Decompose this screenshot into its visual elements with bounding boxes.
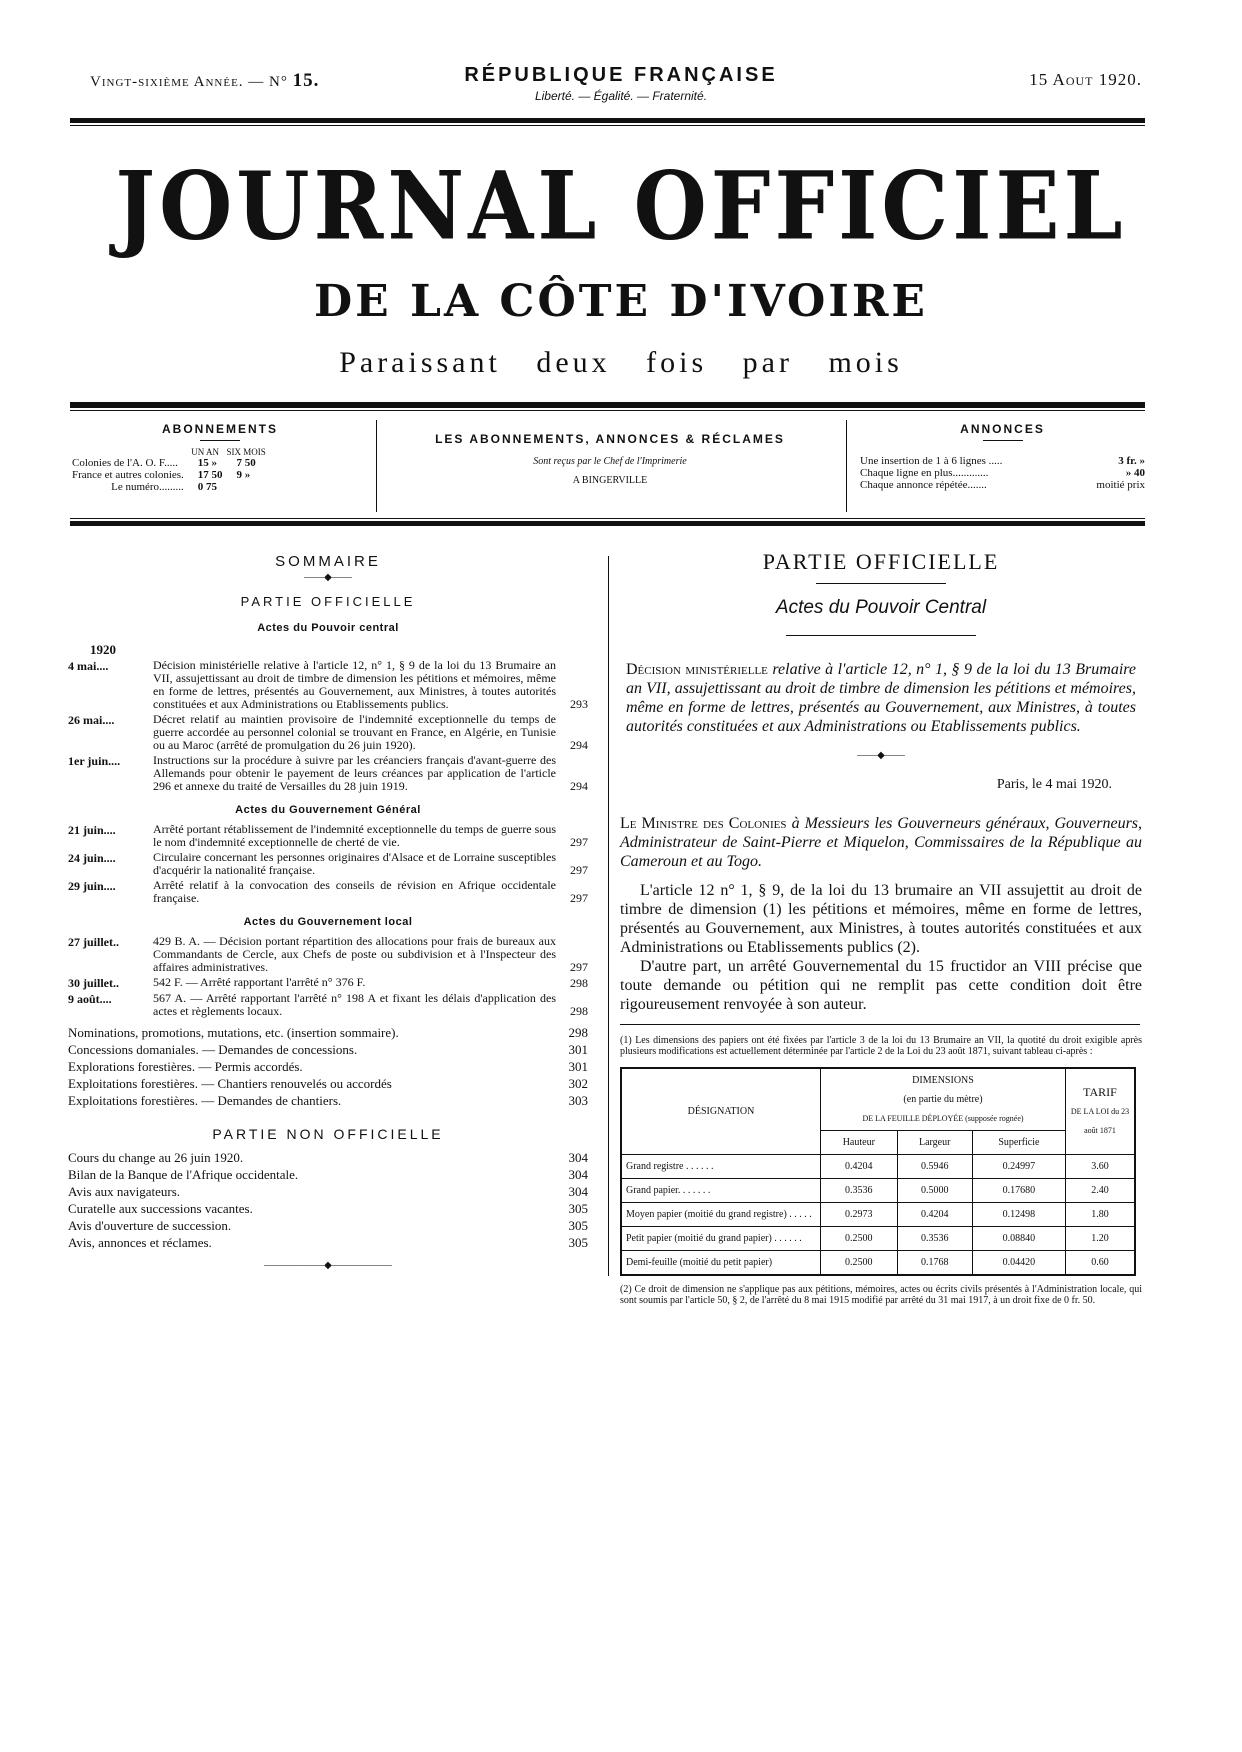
entry-date: 26 mai.... <box>68 713 115 727</box>
band-bottom-rule <box>70 521 1145 526</box>
th-dimensions-sub2: DE LA FEUILLE DÉPLOYÉE (supposée rognée) <box>862 1114 1024 1123</box>
issue-date: 15 Aout 1920. <box>1029 70 1142 89</box>
right-column <box>620 549 1143 1306</box>
misc-item <box>68 1041 588 1058</box>
entry-page: 298 <box>570 1004 588 1018</box>
paragraph-1: L'article 12 n° 1, § 9, de la loi du 13 brumaire an VII assujettit au droit de timbre de dimension (1) les pétitions et mémoires, même en forme de lettres, présentés au Gouvernement, aux Ministres, à toutes autorités constituées et aux Administrations ou Etablissements publics (2). <box>620 882 1142 956</box>
abonnements-table <box>70 447 268 493</box>
col-six-mois: SIX MOIS <box>226 447 266 457</box>
misc-text: Concessions domaniales. — Demandes de concessions. <box>68 1042 358 1057</box>
cell-superficie: 0.04420 <box>972 1251 1065 1276</box>
section-gouvernement-general: Actes du Gouvernement Général <box>235 804 421 816</box>
annonce-price: moitié prix <box>1096 479 1145 491</box>
band-bottom-rule-thin <box>70 518 1145 519</box>
center-band-line2: A BINGERVILLE <box>572 475 648 486</box>
abonnement-un-an: 15 » <box>197 457 218 469</box>
center-band-line1: Sont reçus par le Chef de l'Imprimerie <box>533 456 687 467</box>
ornament-icon: ——◆—— <box>304 572 352 583</box>
misc-text: Avis d'ouverture de succession. <box>68 1218 232 1233</box>
cell-tarif: 2.40 <box>1066 1179 1136 1203</box>
band-top-rule-thin <box>70 410 1145 411</box>
republic-motto: Liberté. — Égalité. — Fraternité. <box>534 89 708 103</box>
center-band <box>380 432 840 486</box>
sommaire-heading: SOMMAIRE <box>275 553 381 570</box>
entry-page: 297 <box>570 835 588 849</box>
th-largeur: Largeur <box>897 1131 972 1155</box>
annonce-label: Une insertion de 1 à 6 lignes ..... <box>860 455 1003 467</box>
journal-frequency: Paraissant deux fois par mois <box>339 346 903 379</box>
entry-page: 293 <box>570 697 588 711</box>
sommaire-entry <box>68 823 588 849</box>
col-un-an: UN AN <box>191 447 220 457</box>
misc-item <box>68 1092 588 1109</box>
cell-largeur: 0.5946 <box>897 1155 972 1179</box>
annonce-row <box>860 467 1145 479</box>
sommaire-entry <box>68 754 588 793</box>
numero-label: Le numéro......... <box>111 481 184 493</box>
cell-superficie: 0.08840 <box>972 1227 1065 1251</box>
table-row <box>621 1251 1135 1276</box>
annonce-row <box>860 455 1145 467</box>
right-rule <box>786 635 976 636</box>
entry-text: Décision ministérielle relative à l'article 12, n° 1, § 9 de la loi du 13 Brumaire an VII, assujettissant au droit de timbre de dimension les pétitions et mémoires, même en forme de lettres, présentés au Gouvernement, aux Ministres, à toutes autorités constituées et aux Administrations ou Etablissements publics. <box>153 658 556 711</box>
cell-superficie: 0.24997 <box>972 1155 1065 1179</box>
entry-date: 29 juin.... <box>68 879 116 893</box>
annonces-dash <box>983 440 1023 441</box>
misc-page: 303 <box>568 1093 588 1108</box>
annonce-label: Chaque ligne en plus............. <box>860 467 989 479</box>
misc-text: Avis aux navigateurs. <box>68 1184 181 1199</box>
entry-text: 567 A. — Arrêté rapportant l'arrêté n° 198 A et fixant les délais d'application des actes et règlements locaux. <box>153 991 556 1018</box>
th-designation: DÉSIGNATION <box>621 1068 821 1155</box>
footnote-rule <box>620 1024 1140 1025</box>
misc-text: Explorations forestières. — Permis accordés. <box>68 1059 303 1074</box>
cell-tarif: 3.60 <box>1066 1155 1136 1179</box>
tarif-table <box>620 1067 1136 1276</box>
misc-item <box>68 1075 588 1092</box>
sommaire-entry <box>68 713 588 752</box>
cell-largeur: 0.4204 <box>897 1203 972 1227</box>
abonnement-six-mois: 7 50 <box>236 457 256 469</box>
top-rule <box>70 118 1145 123</box>
misc-text: Avis, annonces et réclames. <box>68 1235 212 1250</box>
right-actes: Actes du Pouvoir Central <box>775 597 987 618</box>
cell-hauteur: 0.3536 <box>821 1179 898 1203</box>
entry-date: 27 juillet.. <box>68 935 119 949</box>
entry-text: 429 B. A. — Décision portant répartition des allocations pour frais de bureaux aux Commandants de Cercle, aux Chefs de poste ou subdivision et à l'Inspecteur des affaires administratives. <box>153 934 556 974</box>
entry-text: Décret relatif au maintien provisoire de l'indemnité exceptionnelle du temps de guerre accordée au personnel colonial se trouvant en France, en Algérie, en Tunisie ou au Maroc (arrêté de promulgation du 26 juin 1920). <box>153 712 556 752</box>
misc-page: 304 <box>568 1167 588 1182</box>
misc-text: Bilan de la Banque de l'Afrique occidentale. <box>68 1167 299 1182</box>
center-band-heading: LES ABONNEMENTS, ANNONCES & RÉCLAMES <box>435 432 785 446</box>
sommaire-partie-officielle: PARTIE OFFICIELLE <box>240 594 416 609</box>
entry-page: 297 <box>570 863 588 877</box>
band-top-rule <box>70 402 1145 408</box>
misc-text: Nominations, promotions, mutations, etc. (insertion sommaire). <box>68 1025 399 1040</box>
misc-item <box>68 1149 588 1166</box>
non-officielle-list <box>68 1149 588 1251</box>
misc-item <box>68 1024 588 1041</box>
abonnement-row <box>70 457 268 469</box>
misc-item <box>68 1058 588 1075</box>
misc-text: Curatelle aux successions vacantes. <box>68 1201 253 1216</box>
misc-page: 305 <box>568 1218 588 1233</box>
ministre-lead: Le Ministre des Colonies <box>620 815 787 832</box>
journal-title: JOURNAL OFFICIEL <box>115 150 1127 261</box>
right-partie-officielle: PARTIE OFFICIELLE <box>762 549 1000 574</box>
issue-number-prefix: — N° <box>248 74 288 90</box>
column-divider <box>608 556 609 1276</box>
decision-title <box>620 660 1142 736</box>
cell-hauteur: 0.2500 <box>821 1227 898 1251</box>
annonce-price: 3 fr. » <box>1118 455 1145 467</box>
sommaire-year: 1920 <box>90 642 116 657</box>
misc-item <box>68 1166 588 1183</box>
cell-tarif: 0.60 <box>1066 1251 1136 1276</box>
misc-item <box>68 1200 588 1217</box>
cell-largeur: 0.1768 <box>897 1251 972 1276</box>
entry-date: 1er juin.... <box>68 754 121 768</box>
cell-superficie: 0.17680 <box>972 1179 1065 1203</box>
place-date: Paris, le 4 mai 1920. <box>996 777 1112 792</box>
annonces-box <box>860 422 1145 491</box>
right-rule <box>816 583 946 584</box>
cell-designation: Moyen papier (moitié du grand registre) . . . . . <box>621 1203 821 1227</box>
misc-text: Exploitations forestières. — Chantiers renouvelés ou accordés <box>68 1076 392 1091</box>
entry-page: 297 <box>570 891 588 905</box>
entry-date: 9 août.... <box>68 992 112 1006</box>
cell-designation: Grand registre . . . . . . <box>621 1155 821 1179</box>
cell-superficie: 0.12498 <box>972 1203 1065 1227</box>
sommaire-entry <box>68 976 588 990</box>
misc-page: 302 <box>568 1076 588 1091</box>
annonces-heading: ANNONCES <box>960 422 1045 436</box>
band-divider-left <box>376 420 377 512</box>
cell-designation: Grand papier. . . . . . . <box>621 1179 821 1203</box>
ministre-address <box>620 814 1142 871</box>
misc-item <box>68 1217 588 1234</box>
cell-largeur: 0.5000 <box>897 1179 972 1203</box>
cell-tarif: 1.80 <box>1066 1203 1136 1227</box>
entry-page: 294 <box>570 779 588 793</box>
th-superficie: Superficie <box>972 1131 1065 1155</box>
ornament-icon: ——————◆—————— <box>264 1260 392 1271</box>
sommaire-entry <box>68 992 588 1018</box>
misc-page: 305 <box>568 1201 588 1216</box>
abonnement-six-mois: 9 » <box>236 469 251 481</box>
ornament-icon: ——◆—— <box>857 750 905 761</box>
footnote-1: (1) Les dimensions des papiers ont été fixées par l'article 3 de la loi du 13 Brumaire an VII, la quotité du droit exigible après plusieurs modifications est actuellement déterminée par l'article 2 de la Loi du 23 août 1871, suivant tableau ci-après : <box>620 1035 1142 1057</box>
th-dimensions-title: DIMENSIONS <box>912 1075 974 1086</box>
sommaire-column <box>68 555 588 1273</box>
sommaire-entry <box>68 659 588 711</box>
entry-text: Instructions sur la procédure à suivre par les créanciers français d'avant-guerre des Allemands pour obtenir le payement de leurs créances par application de l'article 296 et annexe du traité de Versailles du 28 juin 1919. <box>153 753 556 793</box>
misc-page: 298 <box>568 1025 588 1040</box>
sommaire-entry <box>68 879 588 905</box>
table-row <box>621 1203 1135 1227</box>
cell-largeur: 0.3536 <box>897 1227 972 1251</box>
entry-page: 294 <box>570 738 588 752</box>
ministre-rest: à Messieurs les Gouverneurs généraux, Gouverneurs, Administrateur de Saint-Pierre et Miquelon, Commissaires de la République au Cameroun et au Togo. <box>620 815 1143 870</box>
journal-subtitle: DE LA CÔTE D'IVOIRE <box>314 276 928 327</box>
cell-hauteur: 0.4204 <box>821 1155 898 1179</box>
republic-title: RÉPUBLIQUE FRANÇAISE <box>464 64 778 86</box>
misc-item <box>68 1183 588 1200</box>
misc-page: 305 <box>568 1235 588 1250</box>
cell-designation: Demi-feuille (moitié du petit papier) <box>621 1251 821 1276</box>
abonnement-label: Colonies de l'A. O. F..... <box>72 457 178 469</box>
entry-date: 4 mai.... <box>68 659 109 673</box>
annonce-label: Chaque annonce répétée....... <box>860 479 987 491</box>
misc-list <box>68 1024 588 1109</box>
entry-date: 21 juin.... <box>68 823 116 837</box>
misc-page: 301 <box>568 1059 588 1074</box>
cell-hauteur: 0.2973 <box>821 1203 898 1227</box>
issue-number: 15. <box>292 70 320 91</box>
decision-lead: Décision ministérielle <box>626 661 768 678</box>
th-dimensions <box>821 1068 1066 1131</box>
decision-rest: relative à l'article 12, n° 1, § 9 de la loi du 13 Brumaire an VII, assujettissant au droit de timbre de dimension les pétitions et mémoires, même en forme de lettres, présentés au Gouvernement, aux Ministres, à toutes autorités constituées et aux Administrations ou Etablissements publics. <box>626 661 1137 735</box>
entry-text: Circulaire concernant les personnes originaires d'Alsace et de Lorraine susceptibles d'acquérir la nationalité française. <box>153 850 556 877</box>
sommaire-entry <box>68 935 588 974</box>
sommaire-partie-non-officielle: PARTIE NON OFFICIELLE <box>212 1126 444 1142</box>
table-row <box>621 1227 1135 1251</box>
th-tarif-sub: DE LA LOI du 23 août 1871 <box>1070 1107 1130 1135</box>
abonnements-box <box>70 422 370 493</box>
entry-page: 298 <box>570 976 588 990</box>
section-gouvernement-local: Actes du Gouvernement local <box>243 916 413 928</box>
th-hauteur: Hauteur <box>821 1131 898 1155</box>
abonnement-row <box>70 481 268 493</box>
band-divider-right <box>846 420 847 512</box>
abonnement-row <box>70 469 268 481</box>
misc-page: 301 <box>568 1042 588 1057</box>
issue-year-text: Vingt-sixième Année. <box>90 74 244 90</box>
misc-page: 304 <box>568 1150 588 1165</box>
table-row <box>621 1179 1135 1203</box>
numero-price: 0 75 <box>197 481 218 493</box>
table-row <box>621 1155 1135 1179</box>
entry-text: 542 F. — Arrêté rapportant l'arrêté n° 376 F. <box>153 975 366 989</box>
th-tarif-title: TARIF <box>1083 1085 1117 1099</box>
misc-text: Exploitations forestières. — Demandes de chantiers. <box>68 1093 342 1108</box>
entry-date: 24 juin.... <box>68 851 116 865</box>
paragraph-2: D'autre part, un arrêté Gouvernemental du 15 fructidor an VIII précise que toute demande ou pétition qui ne remplit pas cette condition doit être rigoureusement renvoyée à son auteur. <box>620 958 1142 1013</box>
abonnement-label: France et autres colonies. <box>72 469 184 481</box>
abonnements-heading: ABONNEMENTS <box>161 422 278 436</box>
misc-page: 304 <box>568 1184 588 1199</box>
sommaire-entry <box>68 851 588 877</box>
abonnement-un-an: 17 50 <box>197 469 223 481</box>
annonce-price: » 40 <box>1125 467 1145 479</box>
entry-page: 297 <box>570 960 588 974</box>
th-tarif <box>1066 1068 1136 1155</box>
misc-text: Cours du change au 26 juin 1920. <box>68 1150 244 1165</box>
abonnements-dash <box>200 440 240 441</box>
cell-designation: Petit papier (moitié du grand papier) . . . . . . <box>621 1227 821 1251</box>
entry-text: Arrêté portant rétablissement de l'indemnité exceptionnelle du temps de guerre sous le nom d'indemnité exceptionnelle de cherté de vie. <box>153 822 556 849</box>
footnote-2: (2) Ce droit de dimension ne s'applique pas aux pétitions, mémoires, actes ou écrits civils présentés à l'Administration locale, qui sont soumis par l'article 50, § 2, de l'arrêté du 8 mai 1915 modifié par arrêté du 31 mai 1917, à un droit fixe de 0 fr. 50. <box>620 1284 1142 1306</box>
entry-text: Arrêté relatif à la convocation des conseils de révision en Afrique occidentale française. <box>153 878 556 905</box>
cell-hauteur: 0.2500 <box>821 1251 898 1276</box>
misc-item <box>68 1234 588 1251</box>
section-pouvoir-central: Actes du Pouvoir central <box>257 622 399 634</box>
entry-date: 30 juillet.. <box>68 976 119 990</box>
annonce-row <box>860 479 1145 491</box>
top-rule-thin <box>70 125 1145 126</box>
th-dimensions-sub1: (en partie du mètre) <box>903 1094 983 1105</box>
cell-tarif: 1.20 <box>1066 1227 1136 1251</box>
